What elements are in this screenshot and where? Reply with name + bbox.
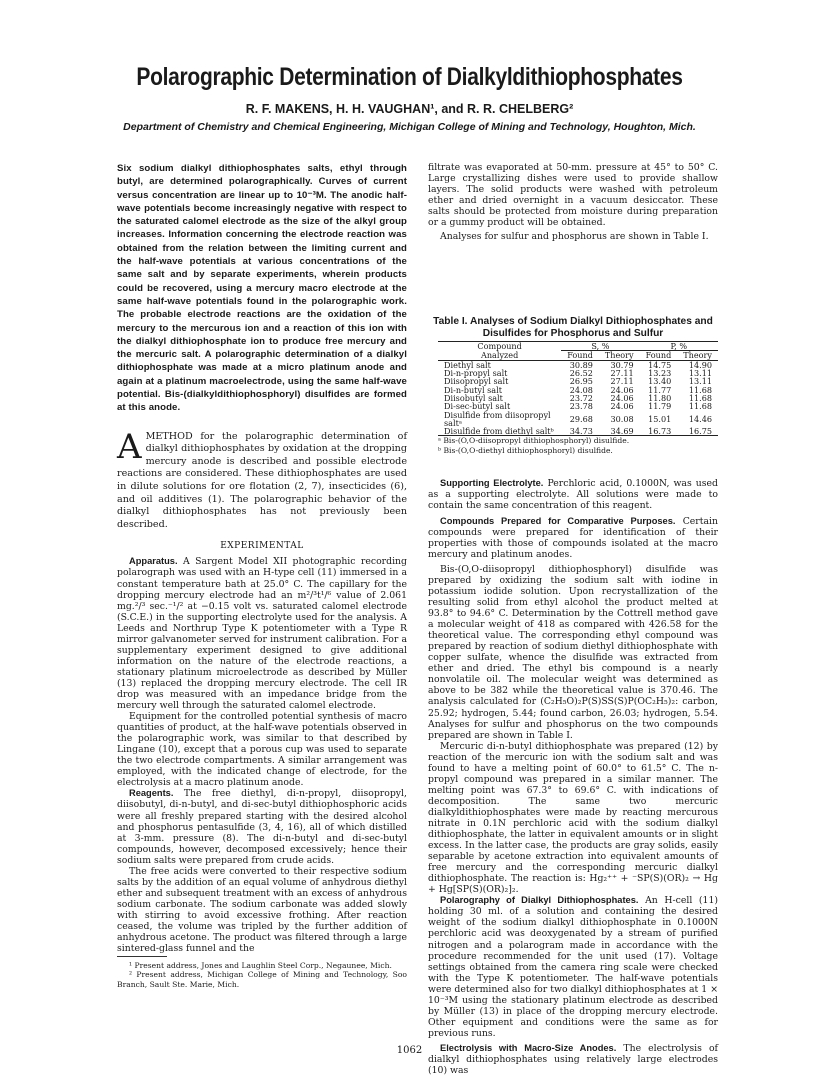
table-cell-value: 26.95 [569,376,593,387]
table-header-analyzed: Analyzed [438,351,561,360]
table-cell-value: 16.75 [688,426,712,437]
table-header-sulfur: S, % [561,342,639,351]
table-cell-value: 11.79 [648,401,672,412]
filtrate-paragraph: filtrate was evaporated at 50-mm. pressure at 45° to 50° C. Large crystallizing dishes were used to provide shallow layers. The solid products were washed with petroleum ether and dried overnight in a vacuum desiccator. These salts should be protected from moisture during preparation or a gummy product will be obtained. [428,162,718,229]
footnote-2: ² Present address, Michigan College of Mining and Technology, Soo Branch, Sault Ste. Marie, Mich. [117,970,407,989]
table-header-found: Found [561,351,599,360]
table-header-theory: Theory [599,351,640,360]
table-cell-compound: Di-n-propyl salt [444,368,508,379]
compounds-heading: Compounds Prepared for Comparative Purposes. [440,515,676,526]
apparatus-paragraph-2: Equipment for the controlled potential synthesis of macro quantities of product, at the half-wave potentials observed in the polarographic work, was similar to that described by Lingane (10), except that a porous cup was used to separate the two electrode compartments. A similar arrangement was employed, with the indicated change of electrode, for the electrolysis at a macro platinum anode. [117,711,407,789]
table-cell-value: 26.52 [569,368,593,379]
analyses-paragraph: Analyses for sulfur and phosphorus are shown in Table I. [440,231,709,243]
table-cell-compound: Disulfide from diethyl saltᵇ [444,426,554,437]
table-cell-value: 13.23 [648,368,672,379]
section-heading-experimental: EXPERIMENTAL [220,541,304,552]
page-number: 1062 [396,1045,423,1056]
supporting-heading: Supporting Electrolyte. [440,477,544,488]
supporting-text: Perchloric acid, 0.1000N, was used as a supporting electrolyte. All solutions were made to contain the same concentration of this reagent. [428,477,718,511]
table-cell-value: 24.06 [610,384,634,395]
page-title: Polarographic Determination of Dialkyldithiophosphates [136,63,683,91]
table-header-theory: Theory [677,351,718,360]
table-cell-value: 24.08 [569,384,593,395]
table-cell-value: 15.01 [648,413,672,424]
compounds-paragraph [428,516,718,560]
table-row [438,427,718,436]
apparatus-heading: Apparatus. [129,556,178,567]
table-cell-value: 11.68 [688,384,712,395]
table-cell-compound: Di-sec-butyl salt [444,401,511,412]
table-cell-value: 30.79 [610,359,634,370]
table-cell-value: 14.90 [688,359,712,370]
table-cell-value: 11.77 [648,384,672,395]
supporting-paragraph [428,478,718,511]
table-cell-value: 29.68 [569,413,593,424]
reagents-heading: Reagents. [129,788,174,799]
table-header-phosphorus: P, % [640,342,718,351]
table-header-compound: Compound [438,342,561,351]
abstract: Six sodium dialkyl dithiophosphates salts, ethyl through butyl, are determined polarographically. Curves of current versus concentration are linear up to 10⁻³M. The anodic half-wave potentials become increasingly negative with respect to the saturated calomel electrode as the size of the alkyl group increases. Information concerning the electrode reaction was obtained from the relation between the limiting current and the half-wave potentials at various concentrations of the same salt and by separate experiments, wherein products could be recovered, using a mercury macro electrode at the same half-wave potentials found in the polarographic work. The probable electrode reactions are the oxidation of the mercury to the mercurous ion and a reaction of this ion with the dialkyl dithiophosphate ion to produce free mercury and the mercuric salt. A polarographic determination of a dialkyl dithiophosphate was made at a micro platinum anode and again at a platinum macroelectrode, using the same half-wave potential. Bis-(dialkyldithiophosphoryl) disulfides are formed at this anode. [117,163,407,414]
table-cell-value: 13.40 [648,376,672,387]
right-column [428,162,718,1076]
polarography-text: An H-cell (11) holding 30 ml. of a solution and containing the desired weight of the sodium dialkyl dithiophosphate in 0.1000N perchloric acid was deoxygenated by a stream of purified nitrogen and a polarogram made in accordance with the procedure recommended for the unit used (17). Voltage settings obtained from the camera ring scale were checked with the Type K potentiometer. The half-wave potentials were determined also for two dialkyl dithiophosphates at 1 × 10⁻³M using the stationary platinum electrode as described by Müller (13) in place of the dropping mercury electrode. Other equipment and conditions were the same as for previous runs. [428,895,718,1039]
table-footnote-b: ᵇ Bis-(O,O-diethyl dithiophosphoryl) disulfide. [438,446,613,455]
table-cell-value: 11.68 [688,392,712,403]
table-cell-value: 13.11 [688,376,712,387]
footnote-1: ¹ Present address, Jones and Laughlin Steel Corp., Negaunee, Mich. [129,961,392,971]
table-cell-value: 14.75 [648,359,672,370]
apparatus-text: A Sargent Model XII photographic recording polarograph was used with an H-type cell (11) immersed in a constant temperature bath at 25.0° C. The capillary for the dropping mercury electrode had an m²/³t¹/⁶ value of 2.061 mg.²/³ sec.⁻¹/² at −0.15 volt vs. saturated calomel electrode (S.C.E.) in the supporting electrolyte used for the analysis. A Leeds and Northrup Type K potentiometer with a Type R mirror galvanometer served for instrument calibration. For a supplementary experiment designed to give additional information on the nature of the electrode reactions, a stationary platinum microelectrode as described by Müller (13) replaced the dropping mercury electrode. The cell IR drop was measured with an impedance bridge from the mercury well through the saturated calomel electrode. [117,556,407,712]
bis-paragraph: Bis-(O,O-diisopropyl dithiophosphoryl) disulfide was prepared by oxidizing the sodium salt with iodine in potassium iodide solution. Upon recrystallization of the resulting solid from ethyl alcohol the product melted at 93.8° to 94.6° C. Determination by the Cottrell method gave a molecular weight of 418 as compared with 426.58 for the theoretical value. The corresponding ethyl compound was prepared by reaction of sodium diethyl dithiophosphate with copper sulfate, whence the disulfide was extracted from ether and dried. The ethyl bis compound is a nearly nonvolatile oil. The molecular weight was determined as above to be 382 while the theoretical value is 370.46. The analysis calculated for (C₂H₅O)₂P(S)SS(S)P(OC₂H₅)₂: carbon, 25.92; hydrogen, 5.44; found carbon, 26.03; hydrogen, 5.54. Analyses for sulfur and phosphorus on the two compounds prepared are shown in Table I. [428,563,718,741]
table-cell-value: 23.78 [569,401,593,412]
drop-cap: A [117,426,142,467]
table-cell-compound: Diisobutyl salt [444,392,503,403]
table-cell-value: 30.08 [610,413,634,424]
polarography-paragraph [428,895,718,1039]
table-footnote-a: ᵃ Bis-(O,O-diisopropyl dithiophosphoryl) disulfide. [438,436,630,446]
table-cell-value: 11.68 [688,401,712,412]
table-header-found: Found [640,351,678,360]
table-cell-value: 24.06 [610,392,634,403]
mercuric-paragraph: Mercuric di-n-butyl dithiophosphate was prepared (12) by reaction of the mercuric ion with the sodium salt and was found to have a melting point of 60.0° to 61.5° C. The n-propyl compound was prepared in a similar manner. The melting point was 67.3° to 69.6° C. with indications of decomposition. The same two mercuric dialkyldithiophosphates were made by reacting mercurous nitrate in 0.1N perchloric acid with the sodium dialkyl dithiophosphate, the latter in equivalent amounts or in slight excess. In the latter case, the products are gray solids, easily separable by acetone extraction into equivalent amounts of free mercury and the corresponding mercuric dialkyl dithiophosphate. The reaction is: Hg₂⁺⁺ + ⁻SP(S)(OR)₂ → Hg + Hg[SP(S)(OR)₂]₂. [428,740,718,896]
table-cell-value: 14.46 [688,413,712,424]
intro-paragraph [117,426,407,532]
reagents-paragraph [117,788,407,865]
electrolysis-heading: Electrolysis with Macro-Size Anodes. [440,1042,617,1053]
table-cell-value: 13.11 [688,368,712,379]
table-cell-compound: Disulfide from diisopropyl saltᵃ [444,409,551,428]
table-body [438,360,718,436]
table-cell-value: 30.89 [569,359,593,370]
reagents-paragraph-2: The free acids were converted to their respective sodium salts by the addition of an equal volume of anhydrous diethyl ether and subsequent treatment with an excess of anhydrous sodium carbonate. The sodium carbonate was added slowly with stirring to avoid excessive frothing. After reaction ceased, the volume was tripled by the further addition of anhydrous acetone. The product was filtered through a large sintered-glass funnel and the [117,865,407,955]
table-cell-value: 27.11 [610,368,634,379]
polarography-heading: Polarography of Dialkyl Dithiophosphates. [440,895,639,906]
reagents-text: The free diethyl, di-n-propyl, diisopropyl, diisobutyl, di-n-butyl, and di-sec-butyl dithiophosphoric acids were all freshly prepared starting with the desired alcohol and phosphorus pentasulfide (3, 4, 16), all of which distilled at 3-mm. pressure (8). The di-n-butyl and di-sec-butyl compounds, however, decomposed excessively; hence their sodium salts were prepared from crude acids. [117,788,407,866]
table-cell-value: 24.06 [610,401,634,412]
table-cell-compound: Di-n-butyl salt [444,384,502,395]
table-cell-value: 34.69 [610,426,634,437]
table-cell-compound: Diisopropyl salt [444,376,509,387]
left-column [117,162,407,989]
affiliation: Department of Chemistry and Chemical Engineering, Michigan College of Mining and Technology, Houghton, Mich. [123,121,696,133]
table-cell-value: 11.80 [648,392,672,403]
table-title: Table I. Analyses of Sodium Dialkyl Dithiophosphates and Disulfides for Phosphorus and Sulfur [433,316,713,339]
table-cell-value: 34.73 [569,426,593,437]
table-cell-value: 27.11 [610,376,634,387]
table-cell-value: 23.72 [569,392,593,403]
apparatus-paragraph [117,556,407,711]
footnote-rule [117,956,167,957]
intro-text: METHOD for the polarographic determination of dialkyl dithiophosphates by oxidation at the dropping mercury anode is described and possible electrode reactions are considered. These dithiophosphates are used in dilute solutions for ore flotation (2, 7), insecticides (6), and oil additives (1). The polarographic behavior of the dialkyl dithiophosphates has not previously been described. [117,430,407,530]
compounds-text: Certain compounds were prepared for identification of their properties with those of compounds isolated at the macro mercury and platinum anodes. [428,515,718,560]
electrolysis-text: The electrolysis of dialkyl dithiophosphates using relatively large electrodes (10) was [428,1042,718,1077]
table-cell-value: 16.73 [648,426,672,437]
table-cell-compound: Diethyl salt [444,359,491,370]
table-row [438,411,718,428]
analysis-table [438,341,718,436]
authors: R. F. MAKENS, H. H. VAUGHAN¹, and R. R. CHELBERG² [245,102,574,116]
